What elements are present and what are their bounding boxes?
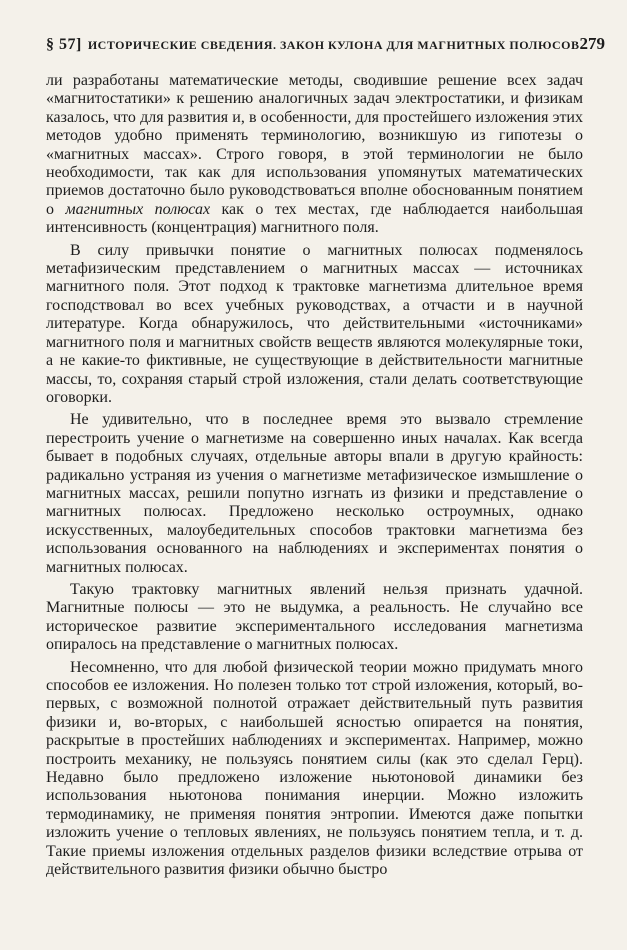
page-body [46,72,583,879]
paragraph: Не удивительно, что в последнее время это вызвало стремление перестроить учение о магнетизме на совершенно иных началах. Как всегда бывает в подобных случаях, отдельные авторы впали в другую крайность: радикально устраняя из учения о магнетизме метафизическое измышление о магнитных массах, решили попутно изгнать из физики и представление о магнитных полюсах. Предложено несколько остроумных, однако искусственных, малоубедительных способов трактовки магнетизма без использования основанного на наблюдениях и экспериментах понятия о магнитных полюсах. [46,411,583,576]
paragraph-text: ли разработаны математические методы, сводившие решение всех задач «магнитостатики» к решению аналогичных задач электростатики, и физикам казалось, что для развития и, в особенности, для простейшего изложения этих методов удобно применять терминологию, возникшую из гипотезы о «магнитных массах». Строго говоря, в этой терминологии не было необходимости, так как для использования упомянутых математических приемов достаточно было руководствоваться вполне обоснованным понятием о [46,72,583,218]
italic-term: магнитных полюсах [65,200,211,218]
section-reference: § 57] [46,36,82,53]
paragraph: Такую трактовку магнитных явлений нельзя признать удачной. Магнитные полюсы — это не выдумка, а реальность. Не случайно все историческое развитие экспериментального исследования магнетизма опиралось на представление о магнитных полюсах. [46,580,583,654]
paragraph: В силу привычки понятие о магнитных полюсах подменялось метафизическим представлением о магнитных массах — источниках магнитного поля. Этот подход к трактовке магнетизма длительное время господствовал во всех учебных руководствах, а отчасти и в научной литературе. Когда обнаружилось, что действительными «источниками» магнитного поля и магнитных свойств веществ являются молекулярные токи, а не какие-то фиктивные, не существующие в действительности магнитные массы, то, сохраняя старый строй изложения, стали делать соответствующие оговорки. [46,241,583,406]
paragraph-continued [46,72,583,238]
running-header [46,34,605,60]
paragraph-text: как о тех местах, где наблюдается наибольшая интенсивность (концентрация) магнитного поля. [46,200,584,237]
page-number: 279 [579,34,605,53]
running-title: ИСТОРИЧЕСКИЕ СВЕДЕНИЯ. ЗАКОН КУЛОНА ДЛЯ МАГНИТНЫХ ПОЛЮСОВ [87,38,580,52]
paragraph: Несомненно, что для любой физической теории можно придумать много способов ее изложения. Но полезен только тот строй изложения, который, во-первых, с возможной полнотой отражает действительный путь развития физики и, во-вторых, с наибольшей ясностью опирается на понятия, раскрытые в простейших наблюдениях и экспериментах. Например, можно построить механику, не пользуясь понятием силы (как это сделал Герц). Недавно было предложено изложение ньютоновой динамики без использования ньютонова понимания инерции. Можно изложить термодинамику, не применяя понятия энтропии. Имеются даже попытки изложить учение о тепловых явлениях, не пользуясь понятием тепла, и т. д. Такие приемы изложения отдельных разделов физики вследствие отрыва от действительного развития физики обычно быстро [46,658,583,879]
book-page [46,34,605,883]
